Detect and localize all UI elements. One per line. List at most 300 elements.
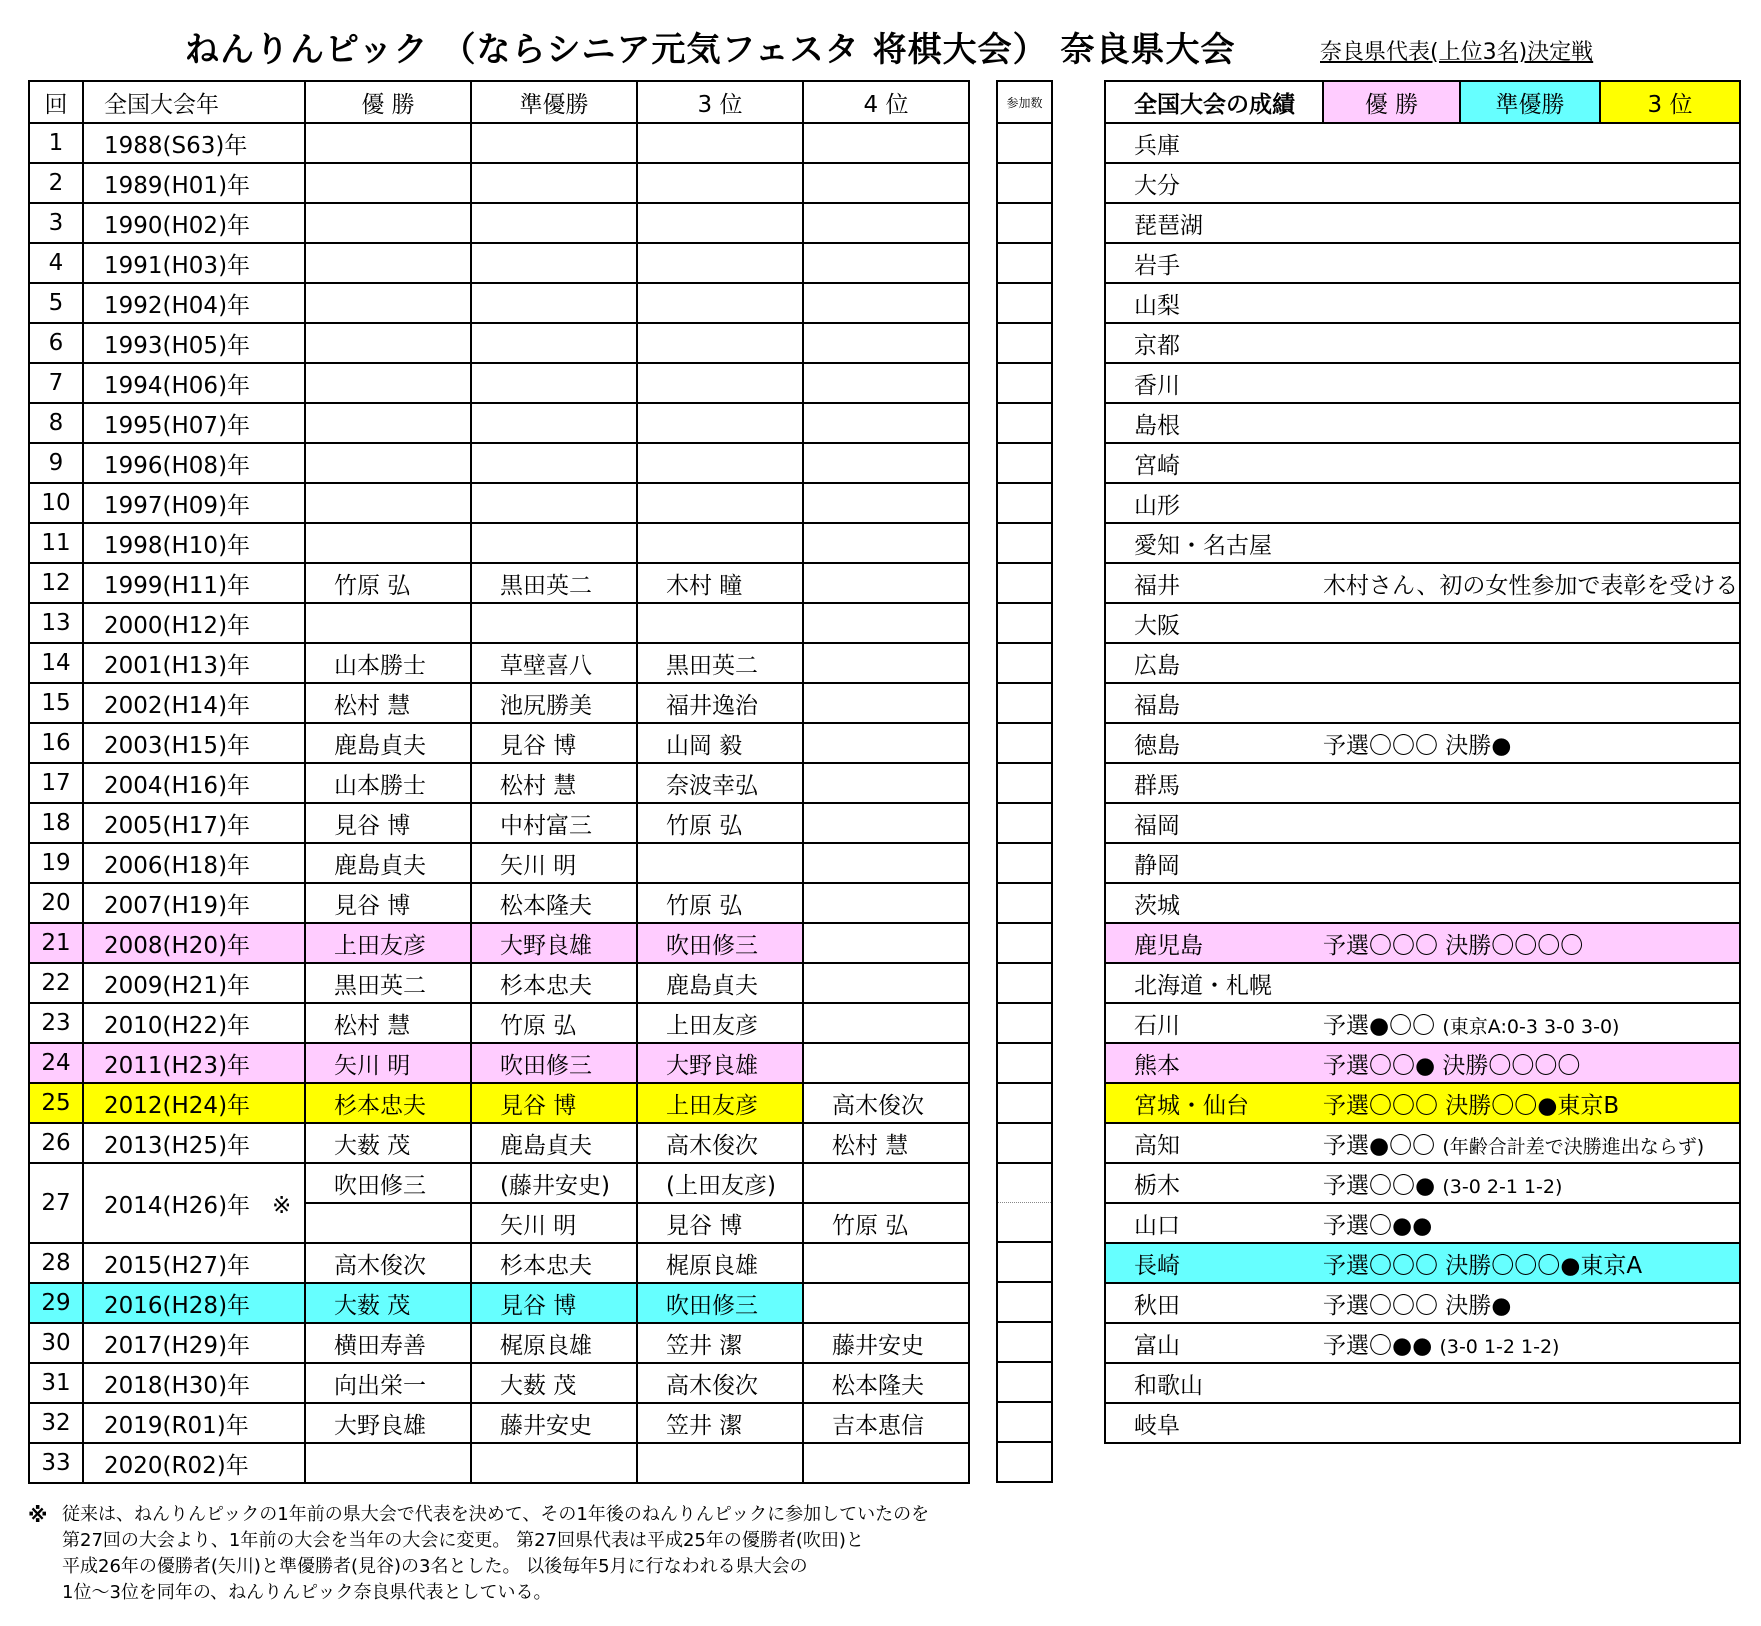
- runner-up-cell: 大薮 茂: [471, 1363, 637, 1403]
- row-year-text: 1989(H01)年: [104, 172, 251, 199]
- venue-cell: 京都: [1105, 323, 1323, 363]
- runner-up-cell: [471, 443, 637, 483]
- national-row: [1105, 283, 1740, 323]
- national-result-cell: [1323, 603, 1740, 643]
- venue-cell: 高知: [1105, 1123, 1323, 1163]
- table-row: [29, 203, 969, 243]
- row-number: 30: [29, 1323, 83, 1363]
- participant-count-cell: [997, 1003, 1052, 1043]
- national-row: [1105, 1123, 1740, 1163]
- national-row: [1105, 763, 1740, 803]
- runner-up-cell: [471, 403, 637, 443]
- runner-up-cell: 矢川 明: [471, 843, 637, 883]
- row-year: [83, 123, 305, 163]
- winner-cell: 山本勝士: [305, 643, 471, 683]
- winner-cell: 鹿島貞夫: [305, 843, 471, 883]
- national-row: [1105, 1003, 1740, 1043]
- row-year-text: 2010(H22)年: [104, 1012, 251, 1039]
- row-number: 23: [29, 1003, 83, 1043]
- row-year: [83, 483, 305, 523]
- participant-count-cell: [997, 1203, 1052, 1243]
- fourth-place-cell: [803, 443, 969, 483]
- national-results-table: [1104, 80, 1741, 1444]
- venue-cell: 山形: [1105, 483, 1323, 523]
- runner-up-cell: 吹田修三: [471, 1043, 637, 1083]
- row-year: [83, 923, 305, 963]
- winner-cell: 大薮 茂: [305, 1123, 471, 1163]
- third-place-cell: 吹田修三: [637, 1283, 803, 1323]
- venue-cell: 石川: [1105, 1003, 1323, 1043]
- national-row: [1105, 563, 1740, 603]
- row-year-text: 2017(H29)年: [104, 1332, 251, 1359]
- third-place-cell: [637, 443, 803, 483]
- fourth-place-cell: [803, 683, 969, 723]
- participant-count-cell: [997, 803, 1052, 843]
- winner-cell: [305, 523, 471, 563]
- page-title: ねんりんピック （ならシニア元気フェスタ 将棋大会） 奈良県大会: [185, 30, 1236, 70]
- row-number: 20: [29, 883, 83, 923]
- national-result-cell: [1323, 963, 1740, 1003]
- row-year: [83, 243, 305, 283]
- participant-count-cell: [997, 403, 1052, 443]
- fourth-place-cell: [803, 763, 969, 803]
- row-year: [83, 763, 305, 803]
- row-year: [83, 1083, 305, 1123]
- national-result-text: 予選〇●●: [1323, 1332, 1440, 1359]
- third-place-cell: [637, 603, 803, 643]
- national-row: [1105, 803, 1740, 843]
- row-number: 19: [29, 843, 83, 883]
- national-result-text: 予選〇〇● 決勝〇〇〇〇: [1323, 1052, 1581, 1079]
- national-result-cell: [1323, 803, 1740, 843]
- national-result-cell: [1323, 163, 1740, 203]
- table-row: [29, 323, 969, 363]
- third-place-cell: [637, 123, 803, 163]
- row-number: 15: [29, 683, 83, 723]
- national-result-cell: [1323, 1163, 1740, 1203]
- table-row: [29, 523, 969, 563]
- third-place-cell: 高木俊次: [637, 1123, 803, 1163]
- venue-cell: 福島: [1105, 683, 1323, 723]
- national-result-cell: [1323, 363, 1740, 403]
- row-year-text: 2018(H30)年: [104, 1372, 251, 1399]
- row-number: 26: [29, 1123, 83, 1163]
- venue-cell: 山梨: [1105, 283, 1323, 323]
- third-place-cell: [637, 203, 803, 243]
- national-result-note: (年齢合計差で決勝進出ならず): [1442, 1135, 1705, 1158]
- participant-count-cell: [997, 683, 1052, 723]
- table-row: [29, 483, 969, 523]
- row-year-text: 2020(R02)年: [104, 1452, 249, 1479]
- table-row: [29, 363, 969, 403]
- fourth-place-cell: [803, 843, 969, 883]
- table-row: [29, 1243, 969, 1283]
- fourth-place-cell: [803, 483, 969, 523]
- table-row: [29, 923, 969, 963]
- table-row: [29, 123, 969, 163]
- fourth-place-cell: [803, 643, 969, 683]
- national-result-cell: [1323, 203, 1740, 243]
- runner-up-cell: [471, 323, 637, 363]
- winner-cell: 見谷 博: [305, 803, 471, 843]
- winner-cell: [305, 363, 471, 403]
- row-number: 17: [29, 763, 83, 803]
- national-result-cell: [1323, 483, 1740, 523]
- row-number: 1: [29, 123, 83, 163]
- national-result-text: 予選〇〇〇 決勝〇〇〇〇: [1323, 932, 1584, 959]
- national-row: [1105, 123, 1740, 163]
- row-number: 16: [29, 723, 83, 763]
- row-number: 27: [29, 1163, 83, 1243]
- row-number: 28: [29, 1243, 83, 1283]
- venue-cell: 大阪: [1105, 603, 1323, 643]
- venue-cell: 広島: [1105, 643, 1323, 683]
- national-row: [1105, 443, 1740, 483]
- national-row: [1105, 883, 1740, 923]
- row-number: 11: [29, 523, 83, 563]
- national-result-cell: [1323, 1403, 1740, 1443]
- third-place-cell: 上田友彦: [637, 1083, 803, 1123]
- participant-count-cell: [997, 883, 1052, 923]
- national-header-row: [1105, 81, 1740, 123]
- winner-cell: [305, 283, 471, 323]
- national-row: [1105, 1243, 1740, 1283]
- national-result-cell: [1323, 283, 1740, 323]
- participant-count-cell: [997, 843, 1052, 883]
- row-number: 6: [29, 323, 83, 363]
- participant-count-cell: [997, 923, 1052, 963]
- national-result-cell: [1323, 843, 1740, 883]
- row-year: [83, 1283, 305, 1323]
- third-place-cell: [637, 403, 803, 443]
- fourth-place-cell: [803, 803, 969, 843]
- table-row: [29, 1283, 969, 1323]
- third-place-cell: [637, 323, 803, 363]
- national-result-note: (3-0 2-1 1-2): [1442, 1175, 1563, 1198]
- row-number: 18: [29, 803, 83, 843]
- table-row: [29, 1363, 969, 1403]
- national-result-cell: [1323, 1203, 1740, 1243]
- winner-cell: [305, 163, 471, 203]
- fourth-place-cell: 高木俊次: [803, 1083, 969, 1123]
- header-year: 全国大会年: [83, 81, 305, 123]
- runner-up-cell: [471, 603, 637, 643]
- row-number: 14: [29, 643, 83, 683]
- winner-cell: 松村 慧: [305, 1003, 471, 1043]
- table-row: [29, 1443, 969, 1483]
- winner-cell: [305, 323, 471, 363]
- row-year: [83, 443, 305, 483]
- legend-first: 優 勝: [1323, 81, 1460, 123]
- table-row: [29, 243, 969, 283]
- participant-count-cell: [997, 1083, 1052, 1123]
- participant-count-cell: [997, 523, 1052, 563]
- fourth-place-cell: 藤井安史: [803, 1323, 969, 1363]
- footnote-mark: ※: [28, 1503, 48, 1527]
- row-year: [83, 1323, 305, 1363]
- fourth-place-cell: [803, 1243, 969, 1283]
- row-number: 32: [29, 1403, 83, 1443]
- table-row: [29, 1043, 969, 1083]
- results-table: [28, 80, 970, 1484]
- venue-cell: 和歌山: [1105, 1363, 1323, 1403]
- runner-up-cell: 見谷 博: [471, 1083, 637, 1123]
- national-row: [1105, 723, 1740, 763]
- row-year-text: 1998(H10)年: [104, 532, 251, 559]
- row-year: [83, 963, 305, 1003]
- venue-cell: 福岡: [1105, 803, 1323, 843]
- venue-cell: 群馬: [1105, 763, 1323, 803]
- runner-up-cell: [471, 1443, 637, 1483]
- national-row: [1105, 683, 1740, 723]
- venue-cell: 長崎: [1105, 1243, 1323, 1283]
- table-row: [29, 603, 969, 643]
- winner-cell: [305, 443, 471, 483]
- national-row: [1105, 603, 1740, 643]
- runner-up-cell: 黒田英二: [471, 563, 637, 603]
- national-result-cell: [1323, 563, 1740, 603]
- row-year: [83, 1363, 305, 1403]
- participant-count-cell: [997, 203, 1052, 243]
- participant-count-cell: [997, 1362, 1052, 1402]
- national-row: [1105, 1043, 1740, 1083]
- row-year: [83, 203, 305, 243]
- table-row: [29, 163, 969, 203]
- winner-cell: 大薮 茂: [305, 1283, 471, 1323]
- runner-up-cell: 杉本忠夫: [471, 1243, 637, 1283]
- national-result-cell: [1323, 123, 1740, 163]
- venue-cell: 福井: [1105, 563, 1323, 603]
- participant-count-cell: [997, 963, 1052, 1003]
- winner-cell: [305, 123, 471, 163]
- row-year: [83, 683, 305, 723]
- fourth-place-cell: [803, 563, 969, 603]
- winner-cell: 杉本忠夫: [305, 1083, 471, 1123]
- runner-up-cell: 大野良雄: [471, 923, 637, 963]
- row-year: [83, 843, 305, 883]
- national-result-cell: [1323, 763, 1740, 803]
- participant-count-cell: [997, 483, 1052, 523]
- venue-cell: 愛知・名古屋: [1105, 523, 1323, 563]
- national-row: [1105, 403, 1740, 443]
- third-place-cell: 見谷 博: [637, 1203, 803, 1243]
- winner-cell: 竹原 弘: [305, 563, 471, 603]
- national-result-note: (東京A:0-3 3-0 3-0): [1442, 1015, 1620, 1038]
- runner-up-cell: 松村 慧: [471, 763, 637, 803]
- row-number: 12: [29, 563, 83, 603]
- row-year-text: 2016(H28)年: [104, 1292, 251, 1319]
- runner-up-cell: 藤井安史: [471, 1403, 637, 1443]
- row-number: 8: [29, 403, 83, 443]
- third-place-cell: 笠井 潔: [637, 1403, 803, 1443]
- national-row: [1105, 963, 1740, 1003]
- row-year: [83, 1443, 305, 1483]
- winner-cell: 大野良雄: [305, 1403, 471, 1443]
- fourth-place-cell: [803, 923, 969, 963]
- participant-count-cell: [997, 763, 1052, 803]
- runner-up-cell: 池尻勝美: [471, 683, 637, 723]
- participant-count-cell: [997, 123, 1052, 163]
- row-year-text: 1990(H02)年: [104, 212, 251, 239]
- runner-up-cell: 松本隆夫: [471, 883, 637, 923]
- runner-up-cell: [471, 243, 637, 283]
- row-year-text: 2002(H14)年: [104, 692, 251, 719]
- third-place-cell: [637, 523, 803, 563]
- fourth-place-cell: 松本隆夫: [803, 1363, 969, 1403]
- row-year-text: 1988(S63)年: [104, 132, 248, 159]
- venue-cell: 宮崎: [1105, 443, 1323, 483]
- national-result-cell: [1323, 323, 1740, 363]
- row-year-text: 2000(H12)年: [104, 612, 251, 639]
- national-result-cell: [1323, 923, 1740, 963]
- table-row: [29, 1323, 969, 1363]
- national-row: [1105, 843, 1740, 883]
- table-row: [29, 723, 969, 763]
- venue-cell: 宮城・仙台: [1105, 1083, 1323, 1123]
- runner-up-cell: [471, 363, 637, 403]
- row-year-text: 1997(H09)年: [104, 492, 251, 519]
- fourth-place-cell: [803, 1043, 969, 1083]
- venue-cell: 静岡: [1105, 843, 1323, 883]
- table-row: [29, 1163, 969, 1203]
- row-year-text: 2013(H25)年: [104, 1132, 251, 1159]
- fourth-place-cell: [803, 723, 969, 763]
- table-row: [29, 683, 969, 723]
- national-result-cell: [1323, 403, 1740, 443]
- participant-count-cell: [997, 723, 1052, 763]
- table-row: [29, 1083, 969, 1123]
- header-second: 準優勝: [471, 81, 637, 123]
- footnote-line: 1位～3位を同年の、ねんりんピック奈良県代表としている。: [62, 1582, 552, 1603]
- table-row: [29, 963, 969, 1003]
- participant-count-cell: [997, 1123, 1052, 1163]
- winner-cell: [305, 243, 471, 283]
- national-result-cell: [1323, 1123, 1740, 1163]
- national-row: [1105, 1203, 1740, 1243]
- row-year: [83, 1003, 305, 1043]
- header-no: 回: [29, 81, 83, 123]
- fourth-place-cell: [803, 1443, 969, 1483]
- row-year-text: 1995(H07)年: [104, 412, 251, 439]
- row-year: [83, 603, 305, 643]
- winner-cell: 上田友彦: [305, 923, 471, 963]
- row-year: [83, 523, 305, 563]
- national-result-cell: [1323, 523, 1740, 563]
- table-row: [29, 403, 969, 443]
- participant-count-cell: [997, 163, 1052, 203]
- third-place-cell: 鹿島貞夫: [637, 963, 803, 1003]
- fourth-place-cell: [803, 203, 969, 243]
- row-year: [83, 643, 305, 683]
- third-place-cell: [637, 243, 803, 283]
- venue-cell: 香川: [1105, 363, 1323, 403]
- row-year-text: 2014(H26)年: [104, 1192, 251, 1219]
- venue-cell: 山口: [1105, 1203, 1323, 1243]
- third-place-cell: 大野良雄: [637, 1043, 803, 1083]
- row-year: [83, 363, 305, 403]
- third-place-cell: 笠井 潔: [637, 1323, 803, 1363]
- national-row: [1105, 363, 1740, 403]
- row-year-text: 2011(H23)年: [104, 1052, 251, 1079]
- row-year: [83, 1403, 305, 1443]
- footnote: [28, 1502, 929, 1606]
- row-number: 5: [29, 283, 83, 323]
- participant-count-cell: [997, 1242, 1052, 1282]
- national-row: [1105, 643, 1740, 683]
- table-row: [29, 443, 969, 483]
- row-number: 22: [29, 963, 83, 1003]
- participant-count-cell: [997, 243, 1052, 283]
- national-result-cell: [1323, 1243, 1740, 1283]
- row-number: 2: [29, 163, 83, 203]
- row-year-text: 2001(H13)年: [104, 652, 251, 679]
- national-result-cell: [1323, 443, 1740, 483]
- row-year-text: 2009(H21)年: [104, 972, 251, 999]
- venue-cell: 岐阜: [1105, 1403, 1323, 1443]
- winner-cell: 向出栄一: [305, 1363, 471, 1403]
- fourth-place-cell: [803, 123, 969, 163]
- national-result-text: 予選〇〇〇 決勝〇〇●東京B: [1323, 1092, 1620, 1119]
- row-year: [83, 1163, 305, 1243]
- row-year-text: 1991(H03)年: [104, 252, 251, 279]
- fourth-place-cell: 竹原 弘: [803, 1203, 969, 1243]
- national-row: [1105, 163, 1740, 203]
- row-year-text: 2003(H15)年: [104, 732, 251, 759]
- table-row: [29, 763, 969, 803]
- participant-count-cell: [997, 1442, 1052, 1482]
- row-year: [83, 803, 305, 843]
- third-place-cell: [637, 163, 803, 203]
- national-row: [1105, 323, 1740, 363]
- row-year-text: 2004(H16)年: [104, 772, 251, 799]
- national-row: [1105, 1323, 1740, 1363]
- fourth-place-cell: [803, 603, 969, 643]
- third-place-cell: [637, 283, 803, 323]
- third-place-cell: 竹原 弘: [637, 883, 803, 923]
- row-year: [83, 723, 305, 763]
- third-place-cell: [637, 1443, 803, 1483]
- national-row: [1105, 523, 1740, 563]
- participant-count-cell: [997, 443, 1052, 483]
- winner-cell: [305, 203, 471, 243]
- row-year-text: 2015(H27)年: [104, 1252, 251, 1279]
- row-number: 7: [29, 363, 83, 403]
- national-row: [1105, 243, 1740, 283]
- venue-cell: 茨城: [1105, 883, 1323, 923]
- third-place-cell: 梶原良雄: [637, 1243, 803, 1283]
- winner-cell: [305, 1443, 471, 1483]
- row-year: [83, 1243, 305, 1283]
- runner-up-cell: 中村富三: [471, 803, 637, 843]
- row-year-text: 2005(H17)年: [104, 812, 251, 839]
- third-place-cell: [637, 483, 803, 523]
- table-row: [29, 1403, 969, 1443]
- row-year-text: 2006(H18)年: [104, 852, 251, 879]
- header-count: 参加数: [997, 81, 1052, 123]
- row-number: 33: [29, 1443, 83, 1483]
- national-result-cell: [1323, 723, 1740, 763]
- row-number: 10: [29, 483, 83, 523]
- fourth-place-cell: [803, 323, 969, 363]
- row-number: 9: [29, 443, 83, 483]
- header-third: 3 位: [637, 81, 803, 123]
- footnote-ref-mark: ※: [272, 1192, 292, 1219]
- participant-count-cell: [997, 323, 1052, 363]
- winner-cell: [305, 403, 471, 443]
- runner-up-cell: [471, 123, 637, 163]
- fourth-place-cell: [803, 963, 969, 1003]
- row-year: [83, 563, 305, 603]
